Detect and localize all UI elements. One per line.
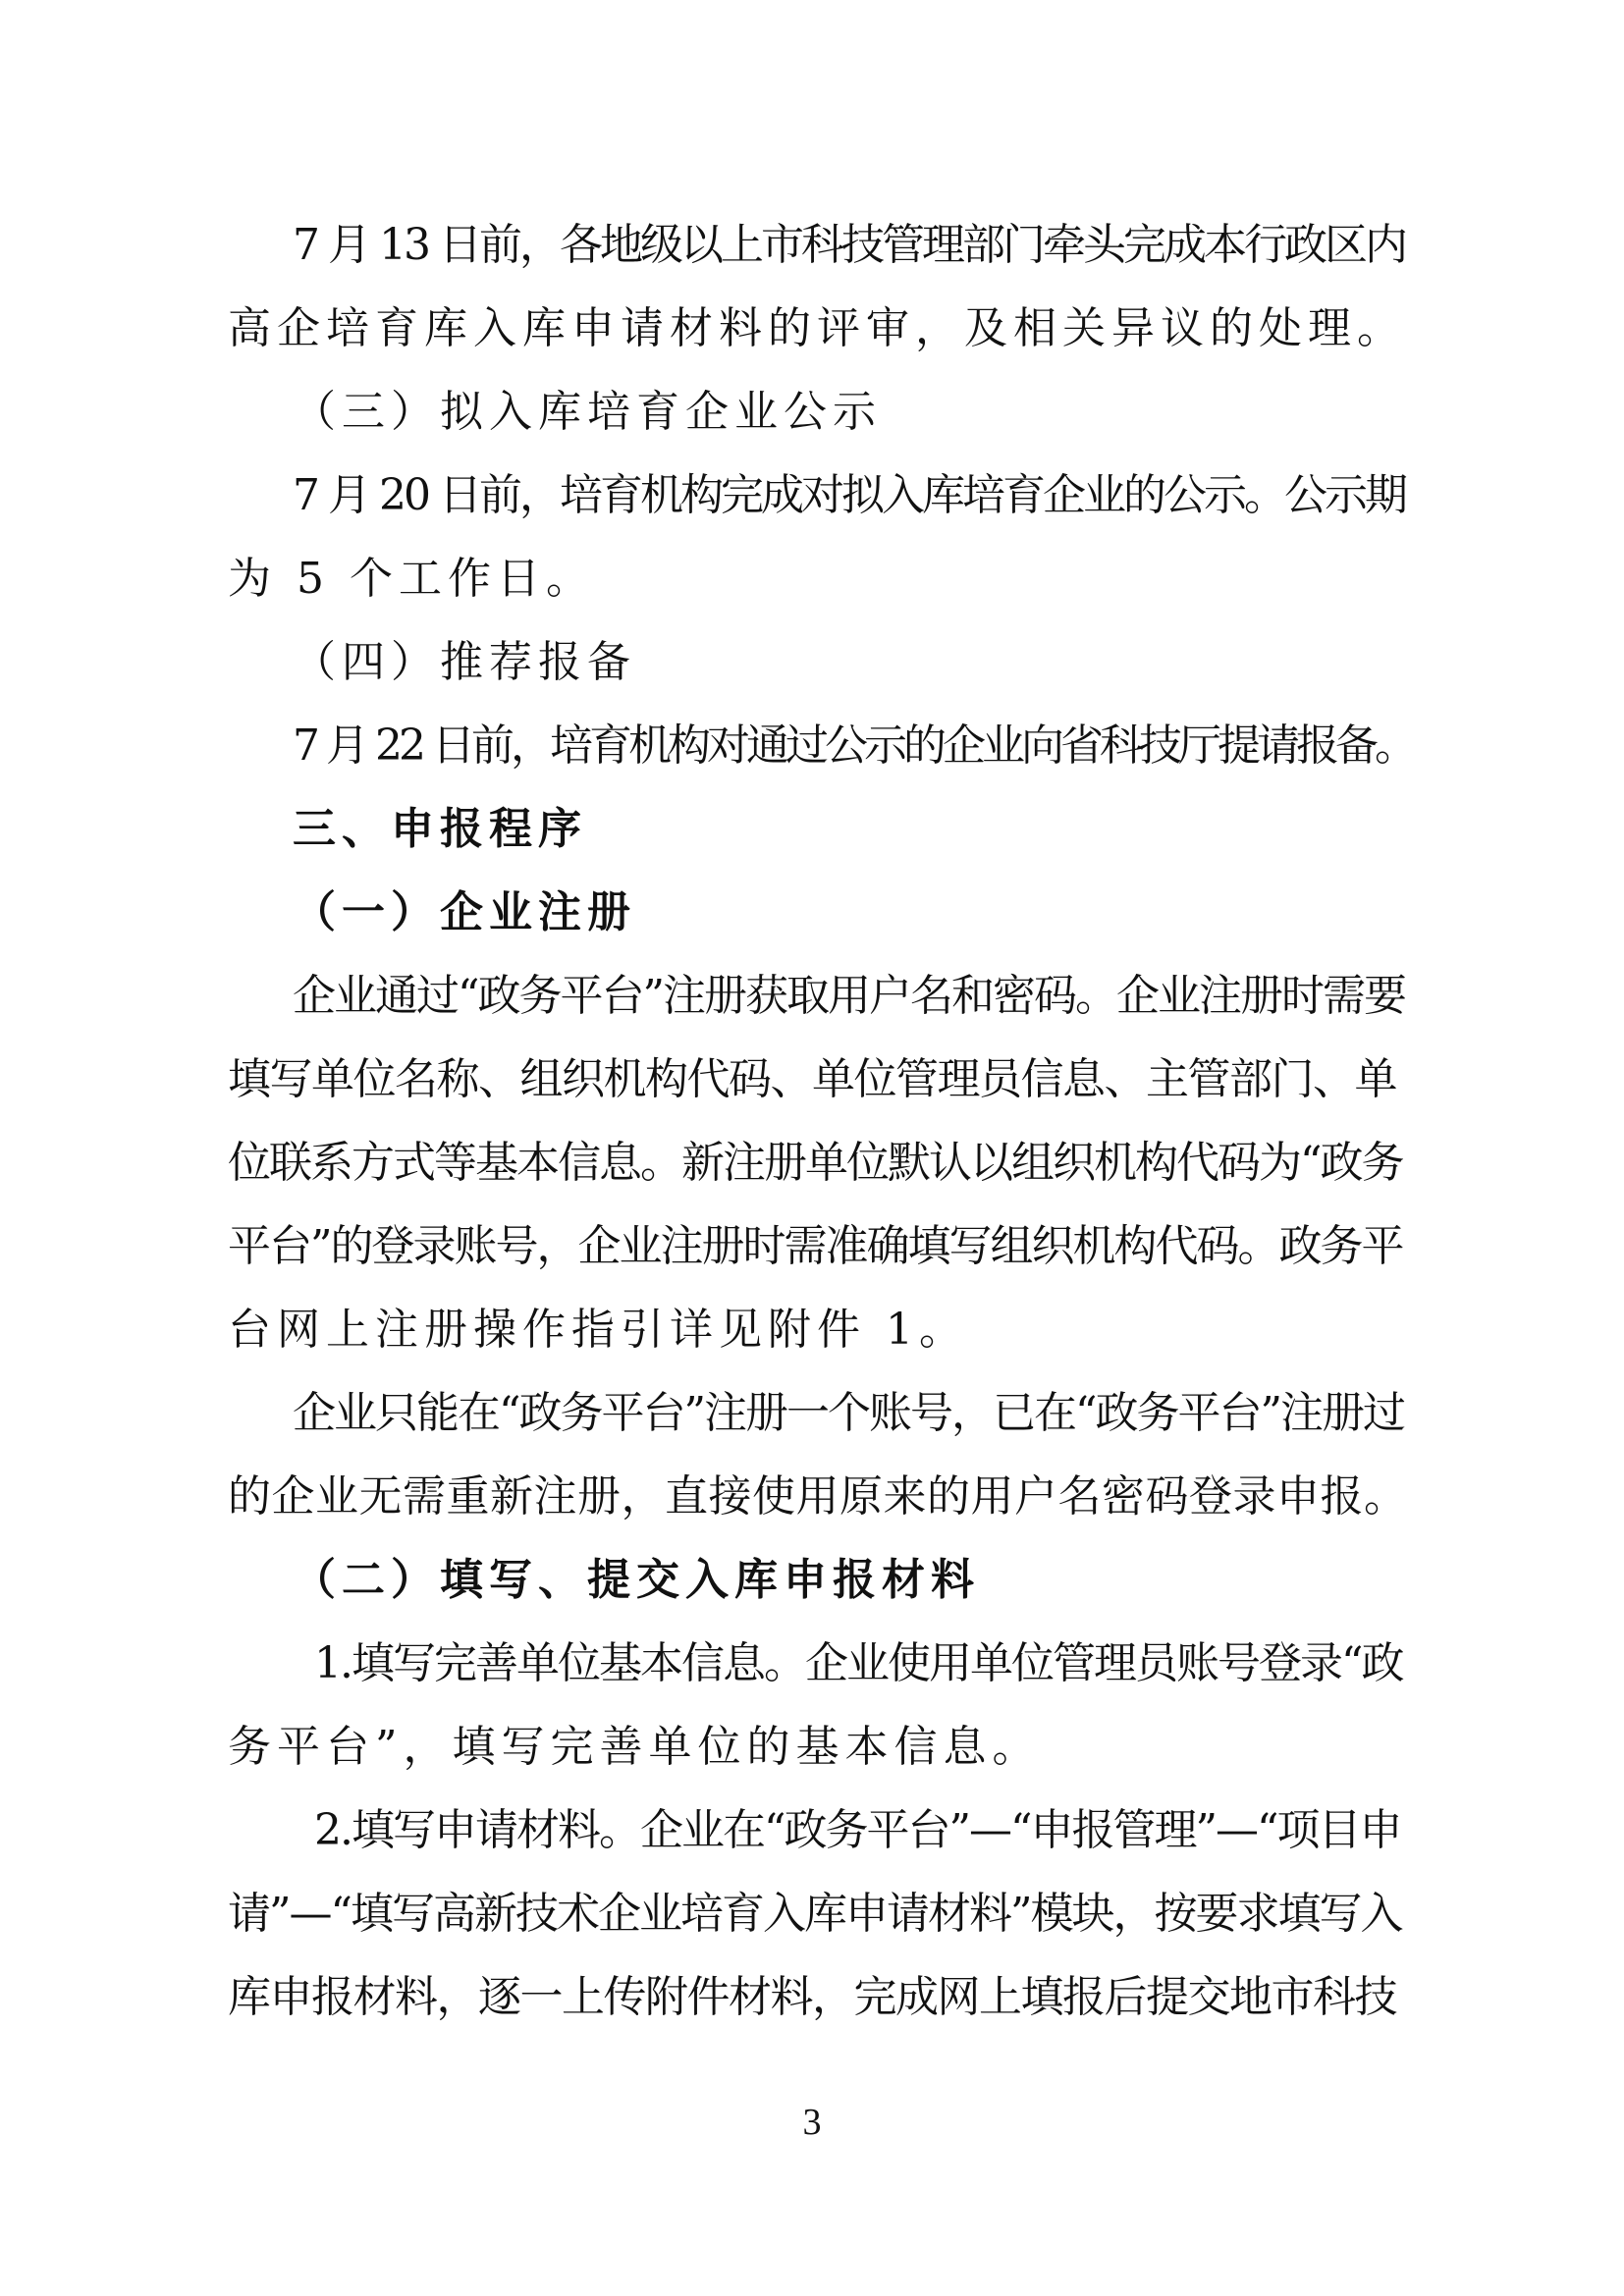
section-heading: （三）拟入库培育企业公示 <box>293 387 882 437</box>
paragraph-line: 平台”的登录账号，企业注册时需准确填写组织机构代码。政务平 <box>228 1221 1403 1271</box>
paragraph-line: 的企业无需重新注册，直接使用原来的用户名密码登录申报。 <box>228 1471 1408 1522</box>
paragraph-line: 高企培育库入库申请材料的评审，及相关异议的处理。 <box>228 303 1406 353</box>
paragraph-line: 务平台”，填写完善单位的基本信息。 <box>228 1722 1042 1772</box>
paragraph-line: 请”—“填写高新技术企业培育入库申请材料”模块，按要求填写入 <box>228 1889 1402 1939</box>
section-heading: （四）推荐报备 <box>293 637 636 687</box>
page-number: 3 <box>802 2102 822 2143</box>
paragraph-line: 为 5 个工作日。 <box>228 554 595 604</box>
paragraph-line: 企业只能在“政务平台”注册一个账号，已在“政务平台”注册过 <box>293 1388 1404 1438</box>
paragraph-line: 7 月 20 日前，培育机构完成对拟入库培育企业的公示。公示期 <box>293 470 1405 520</box>
paragraph-line: 位联系方式等基本信息。新注册单位默认以组织机构代码为“政务 <box>228 1138 1403 1188</box>
paragraph-line: 1.填写完善单位基本信息。企业使用单位管理员账号登录“政 <box>314 1638 1403 1688</box>
paragraph-line: 台网上注册操作指引详见附件 1。 <box>228 1305 968 1355</box>
section-heading: （一）企业注册 <box>293 887 636 937</box>
paragraph-line: 7 月 13 日前，各地级以上市科技管理部门牵头完成本行政区内 <box>293 220 1405 270</box>
paragraph-line: 库申报材料，逐一上传附件材料，完成网上填报后提交地市科技 <box>228 1972 1396 2022</box>
section-heading: （二）填写、提交入库申报材料 <box>293 1555 980 1605</box>
paragraph-line: 企业通过“政务平台”注册获取用户名和密码。企业注册时需要 <box>293 971 1405 1021</box>
paragraph-line: 填写单位名称、组织机构代码、单位管理员信息、主管部门、单 <box>228 1054 1396 1104</box>
chapter-heading: 三、申报程序 <box>293 804 587 854</box>
paragraph-line: 2.填写申请材料。企业在“政务平台”—“申报管理”—“项目申 <box>314 1805 1401 1855</box>
paragraph-line: 7 月 22 日前，培育机构对通过公示的企业向省科技厅提请报备。 <box>293 721 1414 771</box>
